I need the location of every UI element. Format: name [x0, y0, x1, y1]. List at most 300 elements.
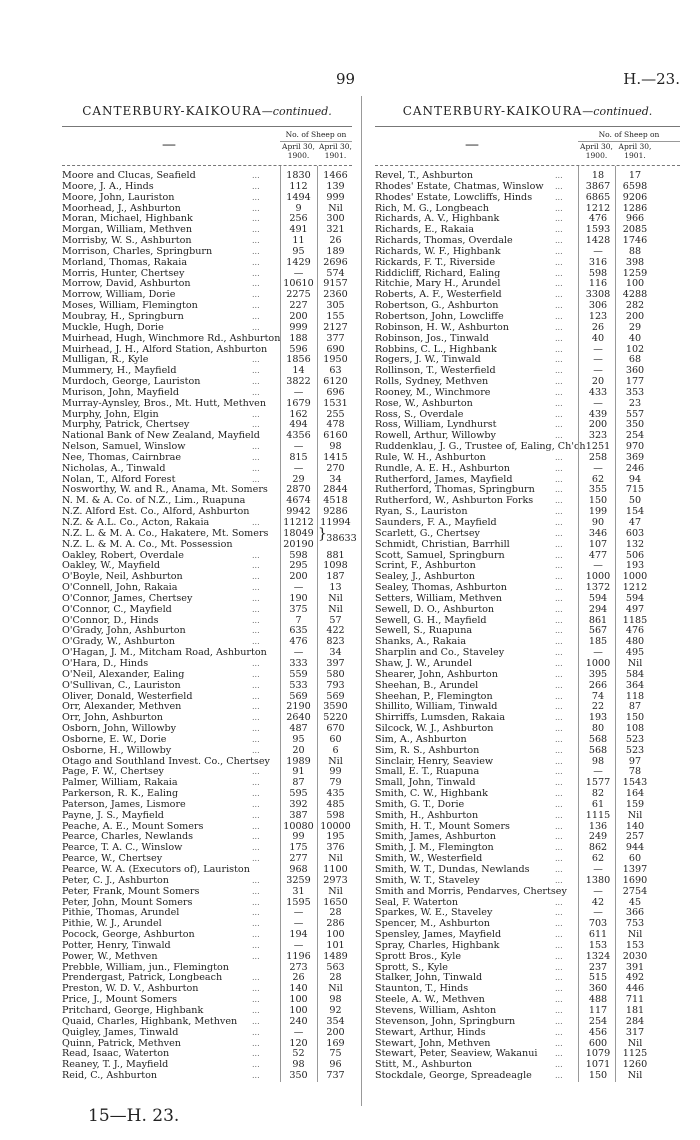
dot-leader: ... — [555, 778, 563, 788]
owner-name: Rutherford, Thomas, Springburn — [375, 484, 535, 496]
sheep-1900: — — [593, 885, 603, 897]
sheep-1900: 491 — [289, 224, 308, 236]
sheep-1901: 6160 — [323, 430, 348, 442]
table-row — [62, 464, 352, 475]
sheep-1901: 737 — [326, 1070, 345, 1082]
sheep-1900: 494 — [289, 419, 308, 431]
dot-leader: ... — [252, 821, 260, 831]
sheep-1900: 333 — [289, 657, 308, 669]
dot-leader: ... — [555, 398, 563, 408]
dot-leader: ... — [252, 203, 260, 213]
sheep-1900: — — [593, 245, 603, 257]
sheep-1901: 377 — [326, 332, 345, 344]
owner-name: Sprott, S., Kyle — [375, 961, 448, 973]
sheep-1901: 75 — [329, 1048, 342, 1060]
dot-leader: ... — [252, 550, 260, 560]
dot-leader: ... — [555, 507, 563, 517]
sheep-1901: 966 — [625, 213, 645, 225]
sheep-1901: 5220 — [323, 712, 348, 724]
page-number: 99 — [336, 70, 356, 88]
dot-leader: ... — [555, 463, 563, 473]
owner-name: Rule, W. H., Ashburton — [375, 451, 486, 463]
owner-name: Rhodes' Estate, Lowcliffs, Hinds — [375, 191, 533, 203]
sheep-1900: — — [293, 1026, 304, 1038]
table-row — [62, 746, 352, 757]
sheep-1900: 91 — [292, 766, 305, 778]
dot-leader: ... — [555, 301, 563, 311]
owner-name: Ryan, S., Lauriston — [375, 506, 468, 518]
sheep-1901: 150 — [625, 712, 645, 724]
sheep-1900: 95 — [292, 733, 305, 745]
sheep-1900: 1079 — [585, 1048, 611, 1060]
owner-name: Peter, John, Mount Somers — [62, 896, 193, 908]
dot-leader: ... — [252, 886, 260, 896]
owner-name: Paterson, James, Lismore — [62, 798, 186, 810]
owner-name: Muckle, Hugh, Dorie — [62, 321, 164, 333]
dot-leader: ... — [252, 1027, 260, 1037]
dot-leader: ... — [252, 474, 260, 484]
table-body — [62, 170, 357, 1082]
sheep-1901: 523 — [625, 744, 645, 756]
dot-leader: ... — [555, 171, 563, 180]
title-suffix: —continued. — [261, 105, 332, 118]
sheep-1900: 227 — [289, 300, 308, 312]
owner-name: Rundle, A. E. H., Ashburton — [375, 462, 510, 474]
dot-leader: ... — [252, 669, 260, 679]
sheep-1900: 569 — [289, 690, 308, 702]
owner-name: Muirhead, Hugh, Winchmore Rd., Ashburton — [62, 332, 281, 344]
dot-leader: ... — [252, 854, 260, 864]
sheep-1900: 4674 — [286, 495, 311, 507]
dot-leader: ... — [555, 452, 563, 462]
owner-name: Price, J., Mount Somers — [62, 994, 178, 1006]
owner-name: Moorhead, J., Ashburton — [62, 202, 181, 214]
dot-leader: ... — [555, 821, 563, 831]
owner-name: Riddicliff, Richard, Ealing — [375, 267, 501, 279]
dot-leader: ... — [252, 290, 260, 300]
sheep-1901: 495 — [625, 647, 645, 659]
sheep-1900: 1679 — [286, 397, 311, 409]
sheep-1901: 435 — [326, 788, 345, 800]
dot-leader: ... — [555, 181, 563, 191]
owner-name: Quigley, James, Tinwald — [62, 1026, 179, 1038]
table-row — [375, 887, 680, 898]
dot-leader: ... — [555, 995, 563, 1005]
sheep-1900: 1372 — [585, 582, 611, 594]
dot-leader: ... — [252, 301, 260, 311]
sheep-1901: 108 — [625, 723, 645, 735]
sheep-1900: 294 — [588, 603, 608, 615]
owner-name: Rogers, J. W., Tinwald — [375, 354, 481, 366]
sheep-1901: Nil — [627, 1070, 643, 1082]
sheep-1900: 515 — [588, 972, 608, 984]
sheep-1901: Nil — [627, 657, 643, 669]
sheep-1900: 20 — [292, 744, 305, 756]
sheep-1900: 567 — [588, 625, 608, 637]
sheep-1900: 193 — [588, 712, 608, 724]
dot-leader: ... — [555, 1038, 563, 1048]
table-row — [62, 540, 352, 551]
sheep-1900: — — [593, 365, 603, 377]
owner-name: Stevens, William, Ashton — [375, 1004, 497, 1016]
sheep-1901: 1650 — [323, 896, 348, 908]
dot-leader: ... — [555, 214, 563, 224]
sheep-1901: 670 — [326, 723, 345, 735]
owner-name: Oakley, Robert, Overdale — [62, 549, 184, 561]
sheep-1901: 446 — [625, 983, 645, 995]
sheep-1900: — — [293, 907, 304, 919]
sheep-1900: — — [293, 647, 304, 659]
dot-leader: ... — [555, 734, 563, 744]
owner-name: Payne, J. S., Mayfield — [62, 809, 164, 821]
sheep-1900: 968 — [289, 864, 308, 875]
sheep-1901: 9157 — [323, 278, 348, 290]
sheep-1900: 199 — [588, 506, 608, 518]
sheep-1901: 60 — [329, 733, 342, 745]
owner-name: Pearce, W., Chertsey — [62, 853, 163, 865]
sheep-1900: 237 — [588, 961, 608, 973]
dot-leader: ... — [555, 431, 563, 441]
sheep-1900: 153 — [588, 939, 608, 951]
owner-name: Smith, W. T., Dundas, Newlands — [375, 864, 530, 875]
dot-leader: ... — [555, 637, 563, 647]
sheep-1900: 100 — [289, 1004, 308, 1016]
dot-leader: ... — [252, 1038, 260, 1048]
dot-leader: ... — [555, 1060, 563, 1070]
sheep-1901: Nil — [328, 885, 343, 897]
owner-name: Read, Isaac, Waterton — [62, 1048, 170, 1060]
dot-leader: ... — [555, 496, 563, 506]
sheep-1900: 188 — [289, 332, 308, 344]
dot-leader: ... — [252, 615, 260, 625]
sheep-1900: 254 — [588, 1015, 608, 1027]
sheep-1900: 1989 — [286, 755, 311, 767]
dot-leader: ... — [555, 691, 563, 701]
sheep-1901: 696 — [326, 386, 345, 398]
sheep-1900: — — [593, 864, 603, 875]
dot-leader: ... — [252, 322, 260, 332]
owner-name: Smith and Morris, Pendarves, Chertsey — [375, 885, 567, 897]
owner-name: Reid, C., Ashburton — [62, 1070, 158, 1082]
dot-leader: ... — [252, 724, 260, 734]
dot-leader: ... — [252, 637, 260, 647]
sheep-1900: 175 — [289, 842, 308, 854]
sheep-1901: 200 — [326, 1026, 345, 1038]
sheep-1901: 282 — [625, 300, 645, 312]
dot-leader: ... — [555, 593, 563, 603]
sheep-1901: Nil — [328, 603, 343, 615]
dot-leader: ... — [252, 236, 260, 246]
owner-name: Robbins, C. L., Highbank — [375, 343, 497, 355]
sheep-1900: 18049 — [283, 527, 314, 539]
page-reference: H.—23. — [623, 70, 680, 88]
dot-leader: ... — [252, 908, 260, 918]
sheep-1901: 2696 — [323, 256, 348, 268]
sheep-1900: 200 — [289, 310, 308, 322]
title-suffix: —continued. — [582, 105, 653, 118]
dot-leader: ... — [555, 930, 563, 940]
sheep-1901: 1212 — [622, 582, 648, 594]
dot-leader: ... — [555, 518, 563, 527]
dot-leader: ... — [555, 648, 563, 658]
sheep-1900: 2275 — [286, 289, 311, 301]
table-header — [62, 126, 352, 166]
owner-name: Stalker, John, Tinwald — [375, 972, 483, 984]
dot-leader: ... — [252, 799, 260, 809]
sheep-1901: 823 — [326, 636, 345, 648]
sheep-1900: 703 — [588, 918, 608, 930]
sheep-1900: 533 — [289, 679, 308, 691]
sheep-1901: 1100 — [323, 864, 348, 875]
dot-leader: ... — [252, 604, 260, 614]
sheep-1900: 82 — [591, 788, 605, 800]
sheep-1901: 422 — [326, 625, 345, 637]
owner-name: Mummery, H., Mayfield — [62, 365, 177, 377]
sheep-1900: 61 — [591, 798, 605, 810]
sheep-1901: 100 — [326, 929, 345, 941]
dot-leader: ... — [555, 366, 563, 376]
sheep-1901: 29 — [628, 321, 642, 333]
owner-name: Silcock, W. J., Ashburton — [375, 723, 494, 735]
sheep-1901: 9286 — [323, 506, 348, 518]
dot-leader: ... — [555, 713, 563, 723]
dot-leader: ... — [252, 593, 260, 603]
owner-name: Orr, Alexander, Methven — [62, 701, 182, 713]
dot-leader: ... — [252, 561, 260, 571]
owner-name: Scrint, F., Ashburton — [375, 560, 476, 572]
col-1901-header: April 30, 1901. — [618, 142, 652, 160]
dot-leader: ... — [555, 474, 563, 484]
dot-leader: ... — [252, 1049, 260, 1059]
sheep-1901: 353 — [625, 386, 645, 398]
sheep-1900: 433 — [588, 386, 608, 398]
sheep-1901: 159 — [625, 798, 645, 810]
dot-leader: ... — [555, 604, 563, 614]
dot-leader: ... — [555, 658, 563, 668]
sheep-1900: 568 — [588, 733, 608, 745]
dot-leader: ... — [252, 572, 260, 582]
sheep-1900: 1251 — [585, 441, 611, 453]
owner-name: Reaney, T. J., Mayfield — [62, 1059, 169, 1071]
owner-name: Small, John, Tinwald — [375, 777, 476, 789]
owner-name: Nelson, Samuel, Winslow — [62, 441, 186, 453]
dot-leader: ... — [555, 875, 563, 885]
table-row — [375, 746, 680, 757]
sheep-1901: Nil — [627, 929, 643, 941]
dot-leader: ... — [252, 713, 260, 723]
dot-leader: ... — [555, 583, 563, 593]
owner-name: Murray-Aynsley, Bros., Mt. Hutt, Methven — [62, 397, 267, 409]
sheep-1901: 102 — [625, 343, 645, 355]
sheep-1900: 14 — [292, 365, 305, 377]
dot-leader: ... — [555, 984, 563, 994]
sheep-1900: 346 — [588, 527, 608, 539]
dot-leader: ... — [252, 246, 260, 256]
sheep-1901: 140 — [625, 820, 645, 832]
sheep-1901: 485 — [326, 798, 345, 810]
owner-name: Stockdale, George, Spreadeagle — [375, 1070, 532, 1082]
sheep-1901: 98 — [329, 994, 342, 1006]
sheep-1901: 97 — [628, 755, 642, 767]
sheep-1900: 40 — [591, 332, 605, 344]
dot-leader: ... — [555, 756, 563, 766]
owner-name: Robinson, H. W., Ashburton — [375, 321, 509, 333]
col-1900-header: April 30, 1900. — [580, 142, 613, 160]
table-body — [375, 171, 680, 1082]
sheep-1901: 523 — [625, 733, 645, 745]
sheep-1901: 1415 — [323, 451, 348, 463]
sheep-1900: 3867 — [585, 180, 611, 192]
sheep-1901: 2360 — [323, 289, 348, 301]
sheep-1900: 29 — [292, 473, 305, 485]
sheep-1900: 99 — [292, 831, 305, 843]
sheep-1901: 4288 — [622, 289, 648, 301]
sheep-1900: — — [593, 766, 603, 778]
dot-leader: ... — [555, 377, 563, 387]
sheep-1901: 753 — [625, 918, 645, 930]
dot-leader: ... — [252, 1016, 260, 1026]
sheep-1901: 98 — [329, 441, 342, 453]
dot-leader: ... — [252, 843, 260, 853]
owner-name: Smith, J. M., Flemington — [375, 842, 494, 854]
sheep-1900: — — [293, 441, 304, 453]
sheep-1901: 195 — [326, 831, 345, 843]
sheep-1900: 375 — [289, 603, 308, 615]
sheep-1901: 492 — [625, 972, 645, 984]
sheep-1901: 34 — [329, 473, 342, 485]
sheep-1901: 10000 — [320, 820, 351, 832]
sheep-1901: 23 — [628, 397, 642, 409]
sheep-1900: 1380 — [585, 874, 611, 886]
sheep-1900: — — [293, 267, 304, 279]
sheep-1901: 574 — [326, 267, 345, 279]
sheep-1901: 598 — [326, 809, 345, 821]
sheep-1901: 1000 — [622, 571, 648, 583]
owner-name: Rhodes' Estate, Chatmas, Winslow — [375, 180, 544, 192]
sheep-1900: — — [593, 343, 603, 355]
sheep-1901: 155 — [326, 310, 345, 322]
sheep-1900: 277 — [289, 853, 308, 865]
sheep-1900: 1000 — [585, 657, 611, 669]
sheep-1900: — — [293, 939, 304, 951]
owner-name: Rich, M. G., Longbeach — [375, 202, 489, 214]
signature-footer: 15—H. 23. — [88, 1106, 180, 1126]
sheep-1901: 34 — [329, 647, 342, 659]
sheep-1901: 38633 — [326, 532, 357, 544]
sheep-1901: 1746 — [622, 235, 648, 247]
owner-name: Richards, E., Rakaia — [375, 224, 474, 236]
sheep-1901: 366 — [625, 907, 645, 919]
owner-name: Muirhead, J. H., Alford Station, Ashburton — [62, 343, 268, 355]
table-row — [62, 811, 352, 822]
sheep-1900: 11 — [292, 235, 305, 247]
dot-leader: ... — [252, 789, 260, 799]
sheep-1901: 17 — [628, 170, 642, 181]
sheep-1901: 139 — [326, 180, 345, 192]
sheep-1900: — — [593, 354, 603, 366]
owner-name: O'Connor, James, Chertsey — [62, 592, 193, 604]
dot-leader: ... — [555, 1049, 563, 1059]
sheep-1901: 480 — [625, 636, 645, 648]
sheep-1900: 185 — [588, 636, 608, 648]
sheep-1900: 136 — [588, 820, 608, 832]
sheep-1901: 321 — [326, 224, 345, 236]
dot-leader: ... — [555, 951, 563, 961]
sheep-1901: 1397 — [622, 864, 648, 875]
sheep-1900: — — [293, 918, 304, 930]
owner-name: Robinson, Jos., Tinwald — [375, 332, 489, 344]
sheep-1900: 200 — [588, 419, 608, 431]
sheep-1901: Nil — [627, 1037, 643, 1049]
sheep-1900: 6865 — [585, 191, 611, 203]
owner-name: Murphy, Patrick, Chertsey — [62, 419, 190, 431]
dot-leader: ... — [252, 366, 260, 376]
dot-leader: ... — [252, 930, 260, 940]
sheep-header: No. of Sheep on — [280, 129, 352, 142]
sheep-1901: 181 — [625, 1004, 645, 1016]
sheep-1900: 74 — [591, 690, 605, 702]
dot-leader: ... — [252, 691, 260, 701]
left-table — [62, 98, 357, 1082]
sheep-1900: — — [293, 386, 304, 398]
table-row — [375, 334, 680, 345]
dot-leader: ... — [252, 387, 260, 397]
sheep-1901: 169 — [326, 1037, 345, 1049]
dot-leader: ... — [555, 1071, 563, 1081]
dot-leader: ... — [555, 832, 563, 842]
sheep-1900: 62 — [591, 473, 605, 485]
table-row — [62, 1028, 352, 1039]
owner-name: Morland, Thomas, Rakaia — [62, 256, 188, 268]
sheep-1900: 95 — [292, 245, 305, 257]
owner-name: Moore, J. A., Hinds — [62, 180, 154, 192]
sheep-1901: 376 — [326, 842, 345, 854]
sheep-1901: 286 — [326, 918, 345, 930]
owner-name: Staunton, T., Hinds — [375, 983, 469, 995]
sheep-1901: 497 — [625, 603, 645, 615]
sheep-1901: 47 — [628, 517, 642, 528]
dot-leader: ... — [252, 897, 260, 907]
table-row — [375, 811, 680, 822]
dot-leader: ... — [555, 908, 563, 918]
sheep-1901: 1286 — [622, 202, 648, 214]
sheep-1900: 1115 — [585, 809, 611, 821]
sheep-1900: — — [293, 462, 304, 474]
sheep-1900: 3259 — [286, 874, 311, 886]
sheep-1900: 120 — [289, 1037, 308, 1049]
owner-name: Morris, Hunter, Chertsey — [62, 267, 185, 279]
sheep-1900: 10080 — [283, 820, 314, 832]
sheep-1900: 487 — [289, 723, 308, 735]
sheep-1900: 392 — [289, 798, 308, 810]
owner-name: Shirriffs, Lumsden, Rakaia — [375, 712, 506, 724]
owner-name: Osborne, E. W., Dorie — [62, 733, 167, 745]
sheep-1900: 42 — [591, 896, 605, 908]
owner-name: Murdoch, George, Lauriston — [62, 376, 201, 388]
dot-leader: ... — [555, 279, 563, 289]
dot-leader: ... — [555, 810, 563, 820]
owner-name: Sheehan, P., Flemington — [375, 690, 493, 702]
table-row — [375, 464, 680, 475]
dot-leader: ... — [555, 528, 563, 538]
dot-leader: ... — [555, 311, 563, 321]
sheep-1901: 118 — [625, 690, 645, 702]
owner-name: Quaid, Charles, Highbank, Methven — [62, 1015, 238, 1027]
column-divider — [361, 96, 362, 1106]
sheep-1901: 1098 — [323, 560, 348, 572]
sheep-1901: 305 — [326, 300, 345, 312]
dot-leader: ... — [555, 550, 563, 560]
